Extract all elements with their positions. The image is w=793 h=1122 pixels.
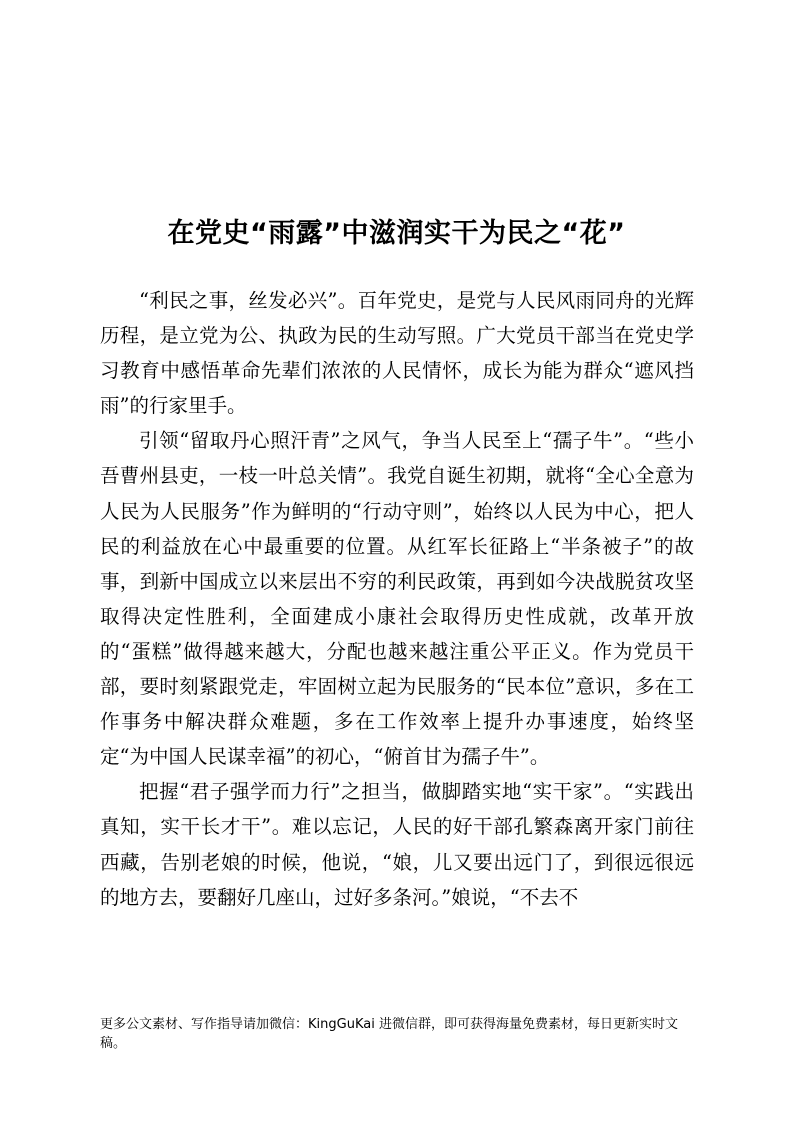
paragraph: “利民之事，丝发必兴”。百年党史，是党与人民风雨同舟的光辉历程，是立党为公、执政为民的生动写照。广大党员干部当在党史学习教育中感悟革命先辈们浓浓的人民情怀，成长为能为群众“遮风挡雨”的行家里手。 bbox=[100, 289, 694, 418]
paragraph: 把握“君子强学而力行”之担当，做脚踏实地“实干家”。“实践出真知，实干长才干”。难以忘记，人民的好干部孔繁森离开家门前往西藏，告别老娘的时候，他说，“娘，儿又要出远门了，到很远很远的地方去，要翻好几座山，过好多条河。”娘说，“不去不 bbox=[100, 780, 694, 909]
document-title: 在党史“雨露”中滋润实干为民之“花” bbox=[167, 218, 626, 249]
page-footer: 更多公文素材、写作指导请加微信：KingGuKai 进微信群，即可获得海量免费素材，每日更新实时文稿。 bbox=[100, 1017, 678, 1051]
document-body bbox=[100, 283, 694, 915]
paragraph: 引领“留取丹心照汗青”之风气，争当人民至上“孺子牛”。“些小吾曹州县吏，一枝一叶总关情”。我党自诞生初期，就将“全心全意为人民为人民服务”作为鲜明的“行动守则”，始终以人民为中心，把人民的利益放在心中最重要的位置。从红军长征路上“半条被子”的故事，到新中国成立以来层出不穷的利民政策，再到如今决战脱贫攻坚取得决定性胜利，全面建成小康社会取得历史性成就，改革开放的“蛋糕”做得越来越大，分配也越来越注重公平正义。作为党员干部，要时刻紧跟党走，牢固树立起为民服务的“民本位”意识，多在工作事务中解决群众难题，多在工作效率上提升办事速度，始终坚定“为中国人民谋幸福”的初心，“俯首甘为孺子牛”。 bbox=[100, 429, 694, 769]
